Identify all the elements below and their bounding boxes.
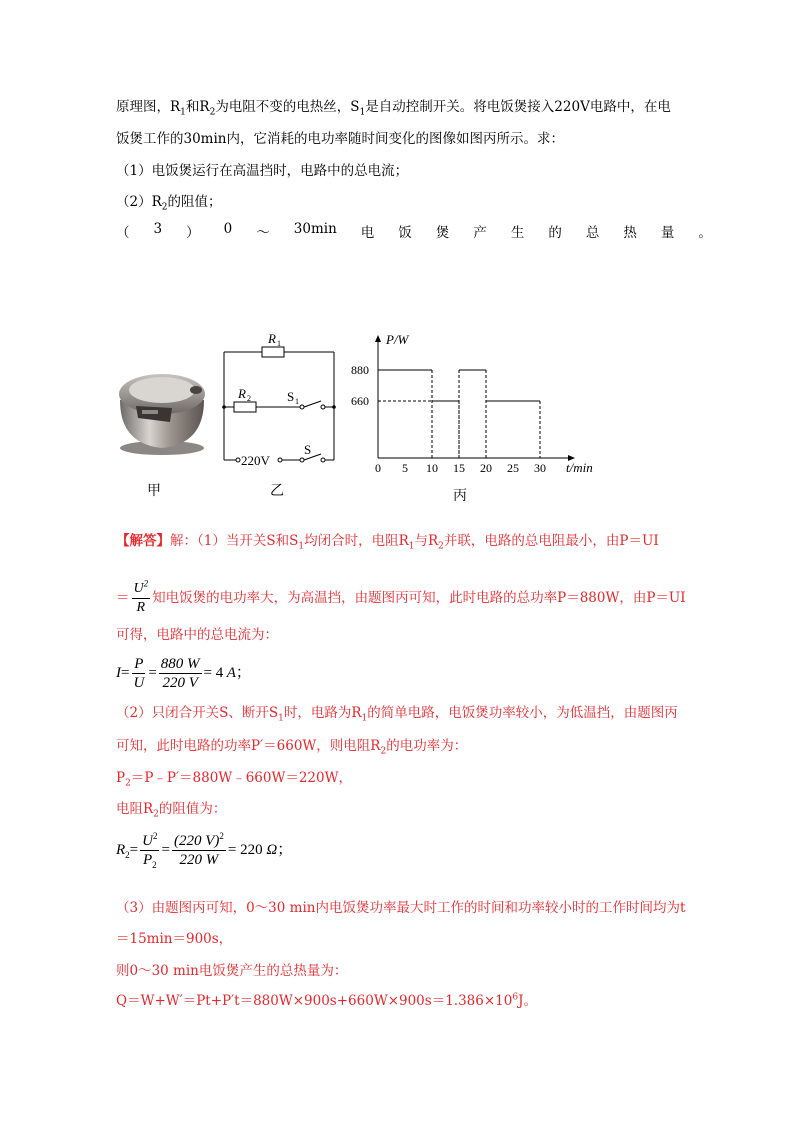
figure-label-bing: 丙 bbox=[453, 488, 467, 504]
x-tick-label: 5 bbox=[402, 461, 408, 475]
x-tick-label: 30 bbox=[534, 461, 546, 475]
answer-line-8: （3）由题图丙可知，0～30 min内电饭煲功率最大时工作的时间和功率较小时的工作时间均为t bbox=[116, 900, 686, 916]
label-r2: R bbox=[238, 386, 246, 401]
problem-line-2: 饭煲工作的30min内，它消耗的电功率随时间变化的图像如图丙所示。求： bbox=[116, 131, 564, 147]
formula-current: I= $\frac{P}{U}$ = $\frac{880 W}{220 V}$ = 4 A； bbox=[116, 656, 251, 691]
answer-line-9: ＝15min＝900s， bbox=[116, 931, 233, 947]
y-axis-arrow bbox=[375, 335, 381, 342]
x-tick-label: 20 bbox=[480, 461, 492, 475]
x-tick-label: 0 bbox=[375, 461, 381, 475]
question-1: （1）电饭煲运行在高温挡时，电路中的总电流； bbox=[116, 163, 409, 179]
formula-resistance: $R_2=$ $\frac{U^2}{P_2}$ = $\frac{(220 V)^2}{220 W}$ = 220 Ω； bbox=[116, 831, 293, 870]
answer-line-3: 可得，电路中的总电流为： bbox=[116, 627, 278, 643]
x-tick-label: 25 bbox=[507, 461, 519, 475]
figure-label-yi: 乙 bbox=[270, 483, 284, 499]
label-r2-sub: 2 bbox=[247, 394, 251, 403]
x-axis-label: t/min bbox=[566, 460, 593, 475]
power-time-graph bbox=[340, 326, 610, 476]
circuit-diagram bbox=[214, 328, 344, 468]
label-s1: S bbox=[287, 389, 295, 404]
y-tick-label: 660 bbox=[351, 394, 369, 408]
resistor-r1 bbox=[262, 347, 284, 357]
question-3: （ 3 ） 0 ～ 30min 电 饭 煲 产 生 的 总 热 量 。 bbox=[116, 221, 712, 241]
answer-line-6: $P_2=P﹣P'=880W﹣660W=220W$， bbox=[116, 770, 352, 789]
answer-line-5: 可知，此时电路的功率P′＝660W，则电阻$R_2$的电功率为： bbox=[116, 738, 468, 757]
answer-line-11: $Q=W+W'=Pt+P't=880W\times 900s+660W\times 900s=1.386\times 10^6J$。 bbox=[116, 992, 537, 1009]
resistor-r2 bbox=[234, 402, 256, 412]
answer-line-7: 电阻$R_2$的阻值为： bbox=[116, 801, 227, 820]
answer-line-2: ＝ $\frac{U^2}{R}$ 知电饭煲的电功率大，为高温挡，由题图丙可知，此时电路的总功率P＝880W，由P＝UI bbox=[116, 578, 686, 615]
x-tick-label: 10 bbox=[426, 461, 438, 475]
answer-line-10: 则0～30 min电饭煲产生的总热量为： bbox=[116, 963, 348, 979]
figure-label-jia: 甲 bbox=[147, 483, 161, 499]
y-axis-label: P/W bbox=[386, 332, 409, 347]
label-voltage: 220V bbox=[241, 453, 270, 468]
label-s: S bbox=[304, 442, 312, 457]
answer-line-4: （2）只闭合开关S、断开$S_1$时，电路为$R_1$的简单电路，电饭煲功率较小，为低温挡，由题图丙 bbox=[116, 705, 678, 724]
label-s1-sub: 1 bbox=[295, 397, 299, 406]
label-r1-sub: 1 bbox=[277, 339, 281, 348]
answer-line-1: 【解答】解：（1）当开关S和$S_1$均闭合时，电阻$R_1$与$R_2$并联，电路的总电阻最小，由P＝UI bbox=[116, 533, 659, 552]
label-r1: R bbox=[268, 331, 276, 346]
answer-tag: 【解答】 bbox=[116, 533, 170, 549]
x-tick-label: 15 bbox=[453, 461, 465, 475]
rice-cooker-image bbox=[112, 360, 212, 460]
problem-line-1: 原理图，$R_1$和$R_2$为电阻不变的电热丝，$S_1$是自动控制开关。将电饭煲接入220V电路中，在电 bbox=[116, 99, 671, 118]
y-tick-label: 880 bbox=[351, 363, 369, 377]
question-2: $(2)R_2$的阻值； bbox=[116, 194, 222, 213]
